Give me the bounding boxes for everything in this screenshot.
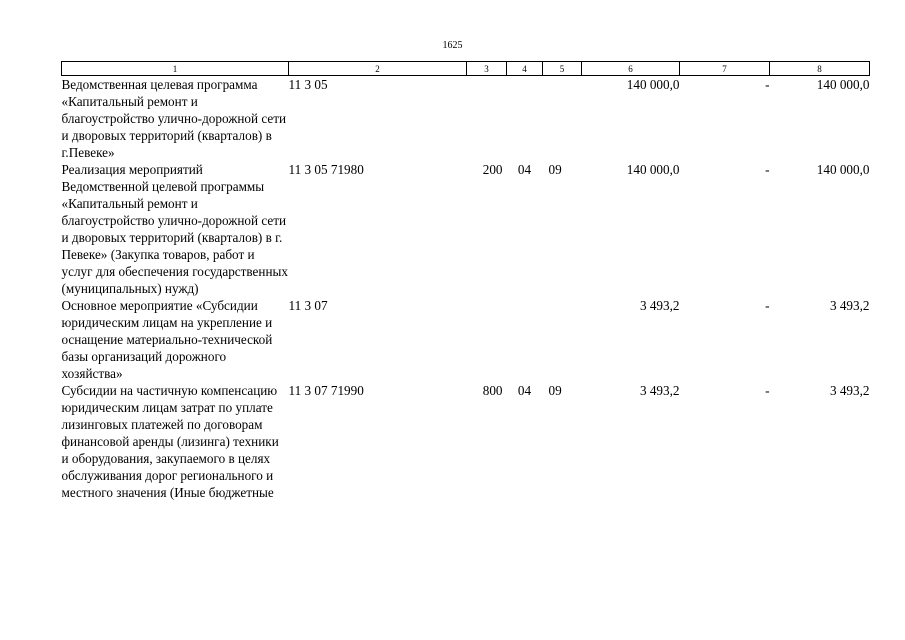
row-vr xyxy=(467,76,507,162)
row-name: Субсидии на частичную компенсацию юридическим лицам затрат по уплате лизинговых платежей по договорам финансовой аренды (лизинга) техники и оборудования, закупаемого в целях обслуживания дорог регионального и местного значения (Иные бюджетные xyxy=(61,383,279,500)
table-row xyxy=(62,382,870,501)
row-rz xyxy=(507,297,543,382)
row-rz: 04 xyxy=(517,383,532,398)
row-name: Реализация мероприятий Ведомственной целевой программы «Капитальный ремонт и благоустройство улично-дорожной сети и дворовых территорий (кварталов) в г. Певеке» (Закупка товаров, работ и услуг для обеспечения государственных (муниципальных) нужд) xyxy=(61,162,288,296)
row-name: Основное мероприятие «Субсидии юридическим лицам на укрепление и оснащение материально-технической базы организаций дорожного хозяйства» xyxy=(61,298,273,381)
column-header-3: 3 xyxy=(467,62,507,76)
row-change xyxy=(680,297,770,382)
row-change-value: - xyxy=(765,298,770,313)
row-code: 11 3 05 xyxy=(288,77,328,92)
row-sum: 140 000,0 xyxy=(626,162,680,177)
row-sum: 3 493,2 xyxy=(639,383,680,398)
row-sum: 140 000,0 xyxy=(626,77,680,92)
table-row xyxy=(62,76,870,162)
column-header-7: 7 xyxy=(680,62,770,76)
row-vr xyxy=(467,297,507,382)
row-change-value: - xyxy=(765,383,770,398)
row-change-value: - xyxy=(765,162,770,177)
table-row xyxy=(62,161,870,297)
header-row xyxy=(62,62,870,76)
column-header-6: 6 xyxy=(582,62,680,76)
row-pr xyxy=(543,76,582,162)
row-change-value: - xyxy=(765,77,770,92)
row-name: Ведомственная целевая программа «Капитальный ремонт и благоустройство улично-дорожной сети и дворовых территорий (кварталов) в г.Певеке» xyxy=(61,77,287,160)
row-total: 3 493,2 xyxy=(829,383,870,398)
column-header-8: 8 xyxy=(770,62,870,76)
row-pr: 09 xyxy=(548,162,562,177)
row-sum: 3 493,2 xyxy=(639,298,680,313)
page-number: 1625 xyxy=(442,40,463,51)
column-header-1: 1 xyxy=(62,62,289,76)
column-header-4: 4 xyxy=(507,62,543,76)
row-code: 11 3 07 71990 xyxy=(288,383,364,398)
row-code: 11 3 05 71980 xyxy=(288,162,364,177)
row-rz xyxy=(507,76,543,162)
row-change xyxy=(680,161,770,297)
table-row xyxy=(62,297,870,382)
row-change xyxy=(680,382,770,501)
row-vr: 200 xyxy=(482,162,503,177)
column-header-2: 2 xyxy=(289,62,467,76)
budget-table xyxy=(61,61,870,501)
row-change xyxy=(680,76,770,162)
row-pr: 09 xyxy=(548,383,562,398)
row-code: 11 3 07 xyxy=(288,298,328,313)
row-total: 140 000,0 xyxy=(816,77,870,92)
column-header-5: 5 xyxy=(543,62,582,76)
row-pr xyxy=(543,297,582,382)
row-total: 140 000,0 xyxy=(816,162,870,177)
row-vr: 800 xyxy=(482,383,503,398)
row-rz: 04 xyxy=(517,162,532,177)
row-total: 3 493,2 xyxy=(829,298,870,313)
